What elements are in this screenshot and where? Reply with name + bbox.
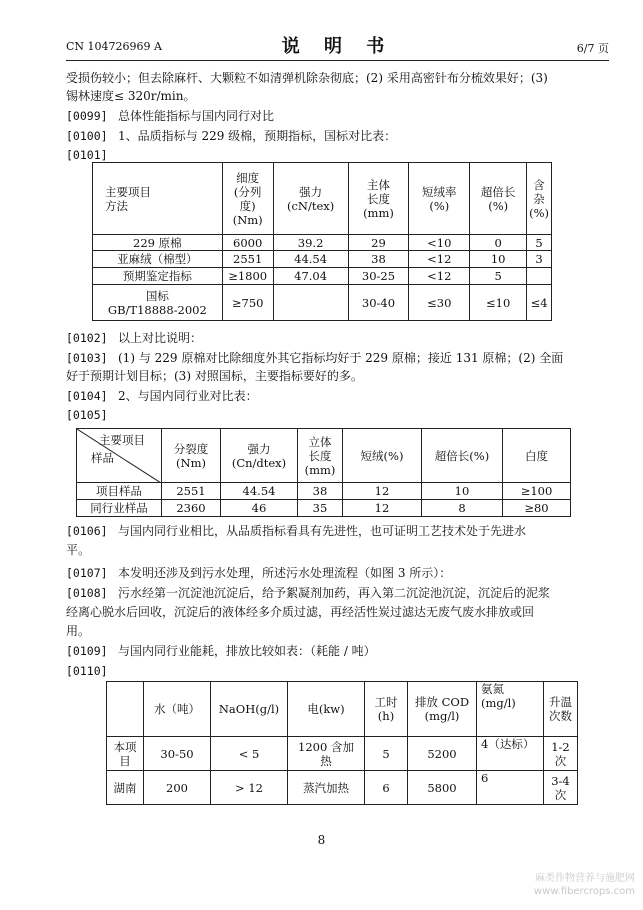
- para-0099-text: 总体性能指标与国内同行对比: [118, 109, 275, 123]
- table-header-cell: 分裂度 (Nm): [162, 429, 221, 483]
- table-cell: [273, 285, 348, 321]
- table-cell: 1200 含加 热: [288, 737, 365, 771]
- para-tag-0110: [0110]: [66, 664, 108, 678]
- table-cell: <10: [409, 235, 470, 251]
- table-cell: 8: [422, 500, 503, 517]
- table-header-cell: 主体 长度 (mm): [348, 163, 409, 235]
- table-cell: 5: [527, 235, 552, 251]
- table-cell: 5: [470, 268, 527, 285]
- table-cell: 44.54: [221, 483, 298, 500]
- para-0103-line-1: (1) 与 229 原棉对比除细度外其它指标均好于 229 原棉；接近 131 原棉；(2) 全面: [118, 351, 564, 365]
- table-cell: [527, 268, 552, 285]
- table-cell: 12: [343, 483, 422, 500]
- table-cell: 38: [348, 251, 409, 268]
- para-0109-text: 与国内同行业能耗，排放比较如表：（耗能 / 吨）: [118, 644, 376, 658]
- table-header-cell: 工时 (h): [365, 682, 408, 737]
- table-header-cell: 强力 (Cn/dtex): [221, 429, 298, 483]
- table-row: [107, 771, 578, 805]
- table-cell: 本项 目: [107, 737, 144, 771]
- table-cell: 2551: [162, 483, 221, 500]
- table-cell: 29: [348, 235, 409, 251]
- para-tag-0104: [0104]: [66, 389, 108, 403]
- para-tag-0102: [0102]: [66, 331, 108, 345]
- table-cell: ≤10: [470, 285, 527, 321]
- table-cell: 2360: [162, 500, 221, 517]
- intro-line-1: 受损伤较小；但去除麻杆、大颗粒不如清弹机除杂彻底；(2) 采用高密针布分梳效果好；(3): [66, 71, 548, 85]
- table-cell: 30-40: [348, 285, 409, 321]
- table-row: [93, 235, 552, 251]
- table-cell: 39.2: [273, 235, 348, 251]
- document-title: 说 明 书: [281, 36, 394, 57]
- para-0108-line-2: 经离心脱水后回收，沉淀后的液体经多介质过滤，再经活性炭过滤达无废气废水排放或回: [66, 605, 535, 619]
- para-tag-0105: [0105]: [66, 408, 108, 422]
- page-number: 8: [317, 833, 326, 847]
- table-header-row: [77, 429, 571, 483]
- table-cell: 5200: [408, 737, 477, 771]
- table-header-cell: [107, 682, 144, 737]
- table-header-cell: 升温 次数: [544, 682, 578, 737]
- table-cell: 30-50: [144, 737, 211, 771]
- para-0100-text: 1、品质指标与 229 级棉，预期指标，国标对比表：: [118, 129, 397, 143]
- para-0104-text: 2、与国内同行业对比表：: [118, 389, 258, 403]
- table-header-row: [93, 163, 552, 235]
- table-cell: 6: [365, 771, 408, 805]
- table-cell: 2551: [222, 251, 273, 268]
- table-cell: 6: [477, 771, 544, 805]
- para-tag-0103: [0103]: [66, 351, 108, 365]
- table-cell: 35: [298, 500, 343, 517]
- table-cell: 12: [343, 500, 422, 517]
- table-cell: 项目样品: [77, 483, 162, 500]
- table-cell: <12: [409, 251, 470, 268]
- table-cell: ≥80: [503, 500, 571, 517]
- para-0108-line-3: 用。: [66, 624, 91, 638]
- table-cell: 3-4 次: [544, 771, 578, 805]
- table-cell: 国标 GB/T18888-2002: [93, 285, 223, 321]
- table-cell: 蒸汽加热: [288, 771, 365, 805]
- para-tag-0100: [0100]: [66, 129, 108, 143]
- table-cell: 47.04: [273, 268, 348, 285]
- table-header-cell: 氨氮 (mg/l): [477, 682, 544, 737]
- table-row: [77, 483, 571, 500]
- table-header-cell: 超倍长 (%): [470, 163, 527, 235]
- table-cell: 6000: [222, 235, 273, 251]
- watermark-line-2: www.fibercrops.com: [533, 886, 635, 897]
- table-header-cell: 超倍长(%): [422, 429, 503, 483]
- table-cell: 同行业样品: [77, 500, 162, 517]
- table-cell: > 12: [211, 771, 288, 805]
- para-tag-0106: [0106]: [66, 524, 108, 538]
- para-0106-line-2: 平。: [66, 543, 91, 557]
- header-rule: [66, 60, 609, 61]
- table-cell: 4（达标）: [477, 737, 544, 771]
- table-cell: 10: [422, 483, 503, 500]
- table-cell: 10: [470, 251, 527, 268]
- table-header-cell: 电(kw): [288, 682, 365, 737]
- table-cell: ≤30: [409, 285, 470, 321]
- table-header-cell: 水（吨）: [144, 682, 211, 737]
- table-cell: 229 原棉: [93, 235, 223, 251]
- table-header-cell: 细度 (分列 度) (Nm): [222, 163, 273, 235]
- watermark-line-1: 麻类作物营养与施肥网: [535, 873, 635, 884]
- para-tag-0099: [0099]: [66, 109, 108, 123]
- table-row: [93, 285, 552, 321]
- table-row: [107, 737, 578, 771]
- para-0108-line-1: 污水经第一沉淀池沉淀后，给予絮凝剂加药，再入第二沉淀池沉淀，沉淀后的泥浆: [118, 586, 551, 600]
- table-cell: 1-2 次: [544, 737, 578, 771]
- table-cell: 30-25: [348, 268, 409, 285]
- table-cell: 亚麻绒（棉型）: [93, 251, 223, 268]
- table-header-cell: 排放 COD (mg/l): [408, 682, 477, 737]
- para-tag-0101: [0101]: [66, 148, 108, 162]
- table-header-cell: 强力 (cN/tex): [273, 163, 348, 235]
- table-cell: 湖南: [107, 771, 144, 805]
- para-0106-line-1: 与国内同行业相比，从品质指标看具有先进性，也可证明工艺技术处于先进水: [118, 524, 527, 538]
- table-header-row: [107, 682, 578, 737]
- table-cell: ≤4: [527, 285, 552, 321]
- table-cell: 5800: [408, 771, 477, 805]
- para-0107-text: 本发明还涉及到污水处理，所述污水处理流程（如图 3 所示）：: [118, 566, 452, 580]
- table-header-cell: 白度: [503, 429, 571, 483]
- table-header-cell: 立体 长度 (mm): [298, 429, 343, 483]
- para-tag-0107: [0107]: [66, 566, 108, 580]
- page-header: [66, 26, 609, 56]
- table-header-cell: 含杂 (%): [527, 163, 552, 235]
- table-cell: 200: [144, 771, 211, 805]
- corner-label-bottom: 样品: [91, 451, 114, 465]
- para-0103-line-2: 好于预期计划目标；(3) 对照国标，主要指标要好的多。: [66, 369, 363, 383]
- table-cell: 5: [365, 737, 408, 771]
- para-0102-text: 以上对比说明：: [118, 331, 203, 345]
- table-header-cell: 主要项目 方法: [93, 163, 223, 235]
- energy-emission-table: [106, 681, 578, 805]
- table-row: [93, 251, 552, 268]
- para-tag-0108: [0108]: [66, 586, 108, 600]
- table-cell: 38: [298, 483, 343, 500]
- table-cell: 预期鉴定指标: [93, 268, 223, 285]
- patent-number: CN 104726969 A: [66, 40, 162, 53]
- table-cell: 0: [470, 235, 527, 251]
- table-cell: 44.54: [273, 251, 348, 268]
- quality-comparison-table: [92, 162, 552, 321]
- table-row: [93, 268, 552, 285]
- intro-line-2: 锡林速度≤ 320r/min。: [66, 89, 196, 103]
- table-row: [77, 500, 571, 517]
- table-cell: ≥1800: [222, 268, 273, 285]
- table-cell: 46: [221, 500, 298, 517]
- table-header-cell: 短绒率 (%): [409, 163, 470, 235]
- para-tag-0109: [0109]: [66, 644, 108, 658]
- table-cell: ≥100: [503, 483, 571, 500]
- watermark: [534, 872, 635, 898]
- table-cell: 3: [527, 251, 552, 268]
- corner-label-top: 主要项目: [99, 433, 145, 447]
- table-header-cell: 短绒(%): [343, 429, 422, 483]
- table-cell: <12: [409, 268, 470, 285]
- table-header-cell: NaOH(g/l): [211, 682, 288, 737]
- table-cell: < 5: [211, 737, 288, 771]
- page-indicator: 6/7 页: [576, 42, 609, 55]
- table-corner-cell: [77, 429, 162, 483]
- industry-comparison-table: [76, 428, 571, 517]
- table-cell: ≥750: [222, 285, 273, 321]
